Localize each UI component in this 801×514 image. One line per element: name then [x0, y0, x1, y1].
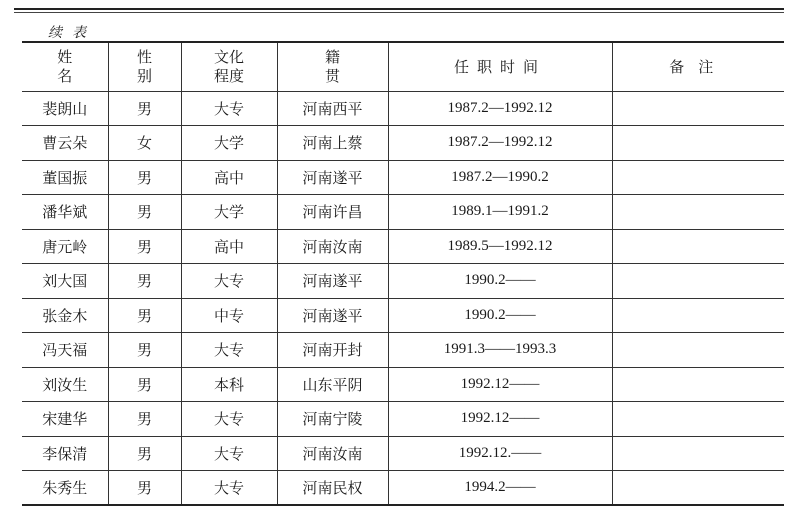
cell-gender: 男	[108, 436, 181, 471]
cell-name: 宋建华	[22, 402, 108, 437]
cell-name: 裴朗山	[22, 91, 108, 126]
cell-term: 1990.2——	[388, 298, 612, 333]
table-row	[22, 298, 784, 333]
cell-education: 高中	[181, 160, 277, 195]
cell-education: 大专	[181, 471, 277, 506]
cell-education: 大学	[181, 195, 277, 230]
cell-education: 大学	[181, 126, 277, 161]
header-term: 任职时间	[388, 42, 612, 91]
cell-gender: 男	[108, 91, 181, 126]
cell-note	[612, 367, 784, 402]
cell-origin: 河南开封	[277, 333, 388, 368]
cell-term: 1994.2——	[388, 471, 612, 506]
cell-gender: 男	[108, 229, 181, 264]
cell-name: 刘大国	[22, 264, 108, 299]
cell-origin: 河南民权	[277, 471, 388, 506]
cell-education: 大专	[181, 402, 277, 437]
cell-gender: 男	[108, 298, 181, 333]
cell-name: 曹云朵	[22, 126, 108, 161]
cell-note	[612, 160, 784, 195]
table-row	[22, 91, 784, 126]
cell-gender: 男	[108, 264, 181, 299]
cell-note	[612, 229, 784, 264]
cell-name: 董国振	[22, 160, 108, 195]
cell-term: 1991.3——1993.3	[388, 333, 612, 368]
table-row	[22, 126, 784, 161]
cell-origin: 河南汝南	[277, 229, 388, 264]
cell-term: 1992.12——	[388, 402, 612, 437]
cell-note	[612, 126, 784, 161]
cell-note	[612, 402, 784, 437]
cell-gender: 男	[108, 160, 181, 195]
cell-note	[612, 436, 784, 471]
cell-gender: 女	[108, 126, 181, 161]
cell-origin: 河南许昌	[277, 195, 388, 230]
table-row	[22, 436, 784, 471]
cell-origin: 河南宁陵	[277, 402, 388, 437]
table-row	[22, 229, 784, 264]
cell-gender: 男	[108, 195, 181, 230]
header-name: 姓 名	[22, 42, 108, 91]
cell-education: 大专	[181, 264, 277, 299]
cell-term: 1990.2——	[388, 264, 612, 299]
cell-term: 1992.12——	[388, 367, 612, 402]
cell-origin: 河南遂平	[277, 160, 388, 195]
table-row	[22, 402, 784, 437]
cell-note	[612, 91, 784, 126]
cell-term: 1987.2—1992.12	[388, 126, 612, 161]
cell-education: 中专	[181, 298, 277, 333]
top-rule	[14, 8, 784, 10]
cell-origin: 河南遂平	[277, 264, 388, 299]
table-row	[22, 264, 784, 299]
cell-term: 1992.12.——	[388, 436, 612, 471]
cell-note	[612, 298, 784, 333]
header-origin: 籍 贯	[277, 42, 388, 91]
cell-term: 1989.5—1992.12	[388, 229, 612, 264]
cell-term: 1987.2—1992.12	[388, 91, 612, 126]
cell-name: 刘汝生	[22, 367, 108, 402]
header-education: 文化 程度	[181, 42, 277, 91]
cell-name: 潘华斌	[22, 195, 108, 230]
cell-name: 冯天福	[22, 333, 108, 368]
cell-origin: 山东平阴	[277, 367, 388, 402]
cell-name: 李保清	[22, 436, 108, 471]
cell-gender: 男	[108, 402, 181, 437]
cell-education: 本科	[181, 367, 277, 402]
header-row	[22, 42, 784, 91]
cell-origin: 河南遂平	[277, 298, 388, 333]
cell-education: 高中	[181, 229, 277, 264]
table-caption: 续表	[48, 25, 96, 41]
cell-gender: 男	[108, 333, 181, 368]
table-row	[22, 160, 784, 195]
cell-note	[612, 264, 784, 299]
cell-education: 大专	[181, 91, 277, 126]
header-gender: 性 别	[108, 42, 181, 91]
cell-term: 1987.2—1990.2	[388, 160, 612, 195]
table-body	[22, 91, 784, 505]
personnel-table	[22, 41, 784, 506]
top-rule-thin	[14, 12, 784, 13]
cell-term: 1989.1—1991.2	[388, 195, 612, 230]
cell-education: 大专	[181, 436, 277, 471]
table-row	[22, 367, 784, 402]
cell-gender: 男	[108, 471, 181, 506]
cell-note	[612, 195, 784, 230]
cell-note	[612, 471, 784, 506]
cell-origin: 河南上蔡	[277, 126, 388, 161]
cell-gender: 男	[108, 367, 181, 402]
table-row	[22, 195, 784, 230]
cell-name: 朱秀生	[22, 471, 108, 506]
cell-name: 唐元岭	[22, 229, 108, 264]
cell-origin: 河南汝南	[277, 436, 388, 471]
table-row	[22, 471, 784, 506]
header-note: 备注	[612, 42, 784, 91]
cell-note	[612, 333, 784, 368]
cell-origin: 河南西平	[277, 91, 388, 126]
cell-education: 大专	[181, 333, 277, 368]
table-row	[22, 333, 784, 368]
cell-name: 张金木	[22, 298, 108, 333]
